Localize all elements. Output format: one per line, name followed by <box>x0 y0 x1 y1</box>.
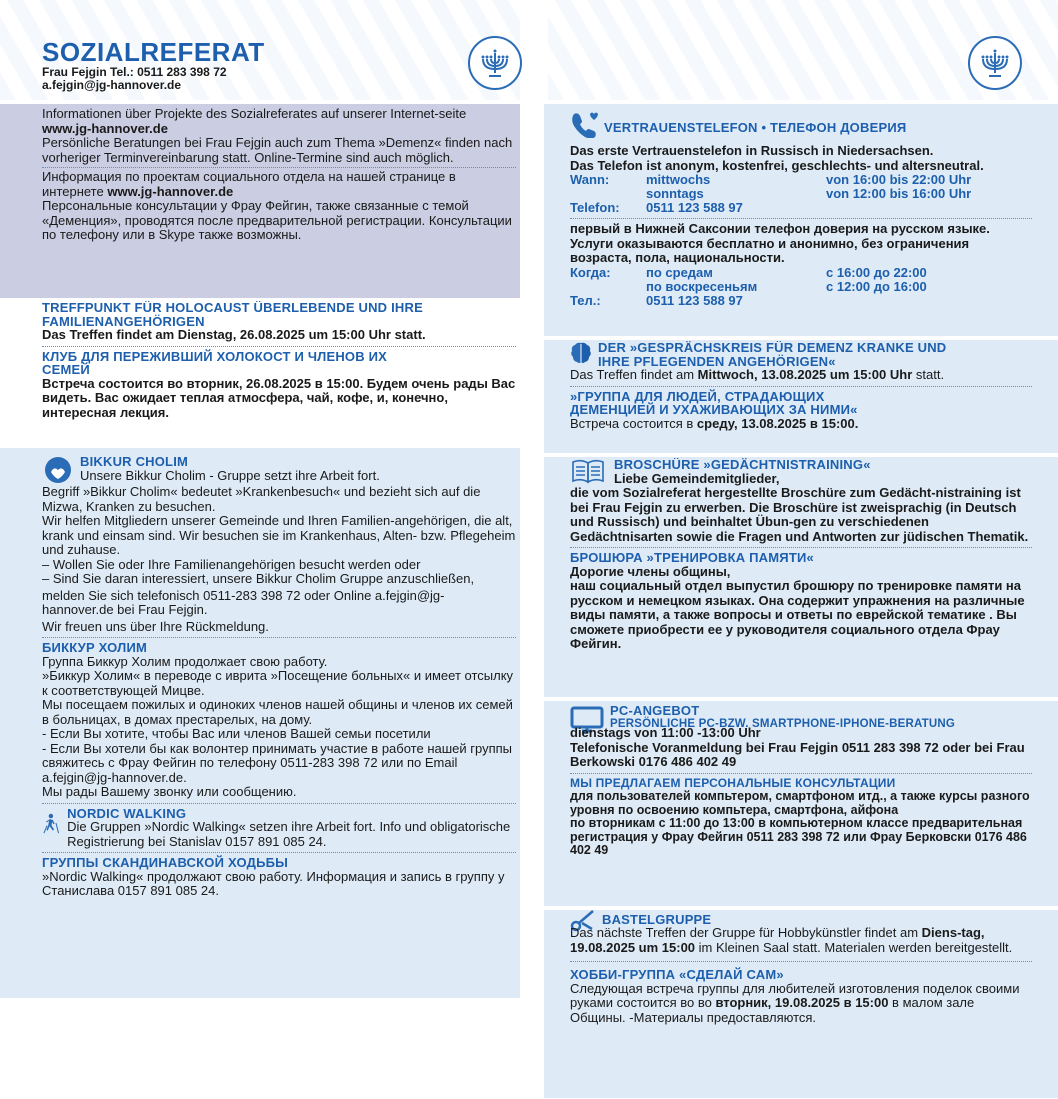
nordic-text-ru: »Nordic Walking« продолжают свою работу. Информация и запись в группу у Станислава 0157 891 085 24. <box>42 868 505 898</box>
bikkur-r7: Мы рады Вашему звонку или сообщению. <box>42 784 297 799</box>
schedule-time: von 12:00 bis 16:00 Uhr <box>826 186 972 201</box>
bikkur-p2: Begriff »Bikkur Cholim« bedeutet »Krankenbesuch« und bezieht sich auf die Mizwa, Kranken zu besuchen. <box>42 484 481 514</box>
page-title: SOZIALREFERAT <box>42 37 265 67</box>
pc-de2: Telefonische Voranmeldung bei Frau Fejgin 0511 283 398 72 oder bei Frau Berkowski 0176 486 402 49 <box>570 739 1025 769</box>
intro-ru-text: Информация по проектам социального отдела на нашей странице в интернете <box>42 169 456 199</box>
bastel-text-de: Das nächste Treffen der Gruppe für Hobbykünstler findet am <box>570 925 922 940</box>
treffpunkt-text-de: Das Treffen findet am Dienstag, 26.08.2025 um 15:00 Uhr statt. <box>42 327 426 342</box>
schedule-time: с 12:00 до 16:00 <box>826 278 927 294</box>
demenz-date-ru: среду, 13.08.2025 в 15:00. <box>696 415 859 431</box>
vertrauen-schedule <box>570 173 1032 215</box>
bikkur-p6: melden Sie sich telefonisch 0511-283 398 72 oder Online a.fejgin@jg-hannover.de bei Frau Fejgin. <box>42 587 445 617</box>
brain-icon <box>570 341 592 365</box>
bastel-text-ru: Следующая встреча группы для любителей изготовления поделок своими руками состоится во во <box>570 980 1020 1010</box>
broschuere-section <box>570 458 1032 696</box>
schedule-day: по воскресеньям <box>646 278 758 294</box>
bastel-date-de: Diens-tag, 19.08.2025 um 15:00 <box>570 925 985 955</box>
divider <box>42 346 516 347</box>
bikkur-p3: Wir helfen Mitgliedern unserer Gemeinde und Ihren Familien-angehörigen, die alt, krank und einsam sind. Wir besuchen sie im Krankenhaus, Alten- bzw. Pflegeheim und zuhause. <box>42 513 516 557</box>
vertrauen-ru1: первый в Нижней Саксонии телефон доверия на русском языке. Услуги оказываются бесплатно и анонимно, без ограничения возраста, пола, национальности. <box>570 221 990 265</box>
bastel-title: BASTELGRUPPE <box>602 912 712 927</box>
bikkur-p4: – Wollen Sie oder Ihre Familienangehörigen besucht werden oder <box>42 556 421 572</box>
vertrauen-section <box>570 110 1032 335</box>
pc-de1: dienstags von 11:00 -13:00 Uhr <box>570 725 761 740</box>
intro-de-text: Informationen über Projekte des Sozialreferates auf unserer Internet-seite <box>42 106 467 121</box>
divider <box>570 773 1032 774</box>
pc-ru1: для пользователей компьтером, смартфоном итд., а также курсы разного уровня по освоению компьтера, смартфона, айфона <box>570 789 1030 817</box>
gap <box>544 453 1058 457</box>
broschuere-title-de: BROSCHÜRE »GEDÄCHTNISTRAINING« <box>614 458 871 472</box>
bikkur-section <box>42 455 516 995</box>
bastel-date-ru: вторник, 19.08.2025 в 15:00 <box>715 995 889 1010</box>
vertrauen-de2: Das Telefon ist anonym, kostenfrei, geschlechts- und altersneutral. <box>570 157 984 173</box>
schedule-label: Wann: <box>570 172 610 187</box>
broschuere-text-de: die vom Sozialreferat hergestellte Broschüre zum Gedächt-nistraining ist bei Frau Fejgin zu erwerben. Die Broschüre ist zweisprachig (in Deutsch und Russisch) und beinhaltet Übun-gen zu verschiedenen Gedächtnisarten sowie die Fragen und Antworten zur jüdischen Thematik. <box>570 485 1029 544</box>
bikkur-p5: – Sind Sie daran interessiert, unsere Bikkur Cholim Gruppe anzuschließen, <box>42 571 475 586</box>
divider <box>42 803 516 804</box>
phone-label: Telefon: <box>570 200 620 215</box>
nordic-text-de: Die Gruppen »Nordic Walking« setzen ihre Arbeit fort. Info und obligatorische Registrierung bei Stanislav 0157 891 085 24. <box>67 819 511 849</box>
bikkur-title-ru: БИККУР ХОЛИМ <box>42 640 148 655</box>
demenz-text-de-end: statt. <box>912 367 945 382</box>
treffpunkt-section <box>42 301 516 443</box>
phone-number[interactable]: 0511 123 588 97 <box>646 200 743 215</box>
demenz-section <box>570 341 1032 451</box>
bastel-text-de-end: im Kleinen Saal statt. Materialen werden bereitgestellt. <box>695 939 1013 955</box>
walking-icon <box>42 807 61 839</box>
pc-title-ru: МЫ ПРЕДЛАГАЕМ ПЕРСОНАЛЬНЫЕ КОНСУЛЬТАЦИИ <box>570 775 896 790</box>
divider <box>42 852 516 853</box>
treffpunkt-title-de: TREFFPUNKT FÜR HOLOCAUST ÜBERLEBENDE UND IHRE FAMILIENANGEHÖRIGEN <box>42 301 423 329</box>
broschuere-title-ru: БРОШЮРА »ТРЕНИРОВКА ПАМЯТИ« <box>570 550 814 565</box>
broschuere-greet-de: Liebe Gemeindemitglieder, <box>614 470 780 486</box>
phone-number[interactable]: 0511 123 588 97 <box>646 292 743 308</box>
bikkur-p7: Wir freuen uns über Ihre Rückmeldung. <box>42 618 269 634</box>
demenz-text-de: Das Treffen findet am <box>570 367 698 382</box>
intro-section <box>42 107 516 243</box>
bastel-text-ru-end: в малом зале Общины. -Материалы предоставляются. <box>570 995 975 1025</box>
nordic-title-de: NORDIC WALKING <box>67 805 187 821</box>
demenz-date-de: Mittwoch, 13.08.2025 um 15:00 Uhr <box>697 367 913 382</box>
community-logo-right <box>968 36 1022 90</box>
treffpunkt-text-ru: Встреча состоится во вторник, 26.08.2025 в 15:00. Будем очень рады Вас видеть. Вас ожидает теплая атмосфера, чай, кофе, и, конечно, интересная лекция. <box>42 375 516 420</box>
schedule-day: mittwochs <box>646 172 711 187</box>
schedule-day: по средам <box>646 264 713 280</box>
header <box>42 38 516 92</box>
divider <box>42 167 516 168</box>
demenz-text-ru: Встреча состоится в <box>570 415 697 431</box>
nordic-title-ru: ГРУППЫ СКАНДИНАВСКОЙ ХОДЬБЫ <box>42 855 289 870</box>
phone-heart-icon <box>570 110 600 138</box>
gap <box>544 697 1058 701</box>
schedule-time: с 16:00 до 22:00 <box>826 264 927 280</box>
bikkur-r2: »Биккур Холим« в переводе с иврита »Посещение больных« и имеет отсылку к соответствующей Мицве. <box>42 668 514 698</box>
phone-label: Тел.: <box>570 292 601 308</box>
bikkur-r6: свяжитесь с Фрау Фейгин по телефону 0511-283 398 72 или по Email a.fejgin@jg-hannover.de. <box>42 755 458 785</box>
vertrauen-de1: Das erste Vertrauenstelefon in Russisch in Niedersachsen. <box>570 143 934 158</box>
pc-subtitle: PERSÖNLICHE PC-BZW. SMARTPHONE-IPHONE-BERATUNG <box>610 717 956 730</box>
vertrauen-title: VERTRAUENSTELEFON • ТЕЛЕФОН ДОВЕРИЯ <box>604 120 907 136</box>
gap <box>544 336 1058 340</box>
divider <box>42 637 516 638</box>
bikkur-r5: - Если Вы хотели бы как волонтер принимать участие в работе нашей группы <box>42 740 513 756</box>
schedule-label: Когда: <box>570 264 611 280</box>
divider <box>570 218 1032 219</box>
bastel-title-ru: ХОББИ-ГРУППА «СДЕЛАЙ САМ» <box>570 967 784 982</box>
divider <box>570 386 1032 387</box>
treffpunkt-title-ru: КЛУБ ДЛЯ ПЕРЕЖИВШИЙ ХОЛОКОСТ И ЧЛЕНОВ ИХ СЕМЕЙ <box>42 348 388 377</box>
contact-phone: Frau Fejgin Tel.: 0511 283 398 72 <box>42 65 227 79</box>
hands-heart-icon <box>42 455 74 485</box>
menorah-icon <box>475 43 515 83</box>
bikkur-r1: Группа Биккур Холим продолжает свою работу. <box>42 653 328 669</box>
pc-ru2: по вторникам с 11:00 до 13:00 в компьютерном классе предварительная регистрация у Фрау Фейгин 0511 283 398 72 или Фрау Берковски 0176 486 402 49 <box>570 816 1027 857</box>
bastel-section <box>570 910 1032 1070</box>
bikkur-p1: Unsere Bikkur Cholim - Gruppe setzt ihre Arbeit fort. <box>80 467 380 483</box>
intro-ru-consult: Персональные консультации у Фрау Фейгин, также связанные с темой «Деменция», проводятся после предварительной регистрации. Консультации по телефону или в Skype также возможны. <box>42 198 512 242</box>
pc-title: PC-ANGEBOT <box>610 704 700 718</box>
divider <box>570 547 1032 548</box>
book-icon <box>570 458 606 484</box>
menorah-icon-right <box>975 43 1015 83</box>
community-logo <box>468 36 522 90</box>
contact-email[interactable]: a.fejgin@jg-hannover.de <box>42 78 182 92</box>
schedule-day: sonntags <box>646 186 704 201</box>
broschuere-text-ru: наш социальный отдел выпустил брошюру по тренировке памяти на русском и немецком языках. Она содержит упражнения на различные виды памяти, а также вопросы и ответы по еврейской тематике . Вы сможете приобрести ее у руководителя социального отдела Фрау Фейгин. <box>570 578 1025 651</box>
bikkur-r3: Мы посещаем пожилых и одиноких членов нашей общины и членов их семей в больницах, в домах престарелых, на дому. <box>42 697 513 727</box>
pc-section <box>570 704 1032 904</box>
demenz-title-de: DER »GESPRÄCHSKREIS FÜR DEMENZ KRANKE UND IHRE PFLEGENDEN ANGEHÖRIGEN« <box>598 341 947 369</box>
divider <box>570 961 1032 962</box>
bikkur-r4: - Если Вы хотите, чтобы Вас или членов Вашей семьи посетили <box>42 726 431 741</box>
demenz-title-ru: »ГРУППА ДЛЯ ЛЮДЕЙ, СТРАДАЮЩИХ ДЕМЕНЦИЕЙ И УХАЖИВАЮЩИХ ЗА НИМИ« <box>570 388 858 417</box>
schedule-time: von 16:00 bis 22:00 Uhr <box>826 172 972 187</box>
bikkur-title-de: BIKKUR CHOLIM <box>80 455 189 469</box>
vertrauen-schedule-ru <box>570 266 1032 308</box>
intro-de-consult: Persönliche Beratungen bei Frau Fejgin auch zum Thema »Demenz« finden nach vorheriger Terminvereinbarung statt. Online-Termine sind auch möglich. <box>42 135 513 165</box>
intro-ru-website-link[interactable]: www.jg-hannover.de <box>107 183 234 199</box>
intro-website-link[interactable]: www.jg-hannover.de <box>42 120 168 136</box>
broschuere-greet-ru: Дорогие члены общины, <box>570 563 731 579</box>
